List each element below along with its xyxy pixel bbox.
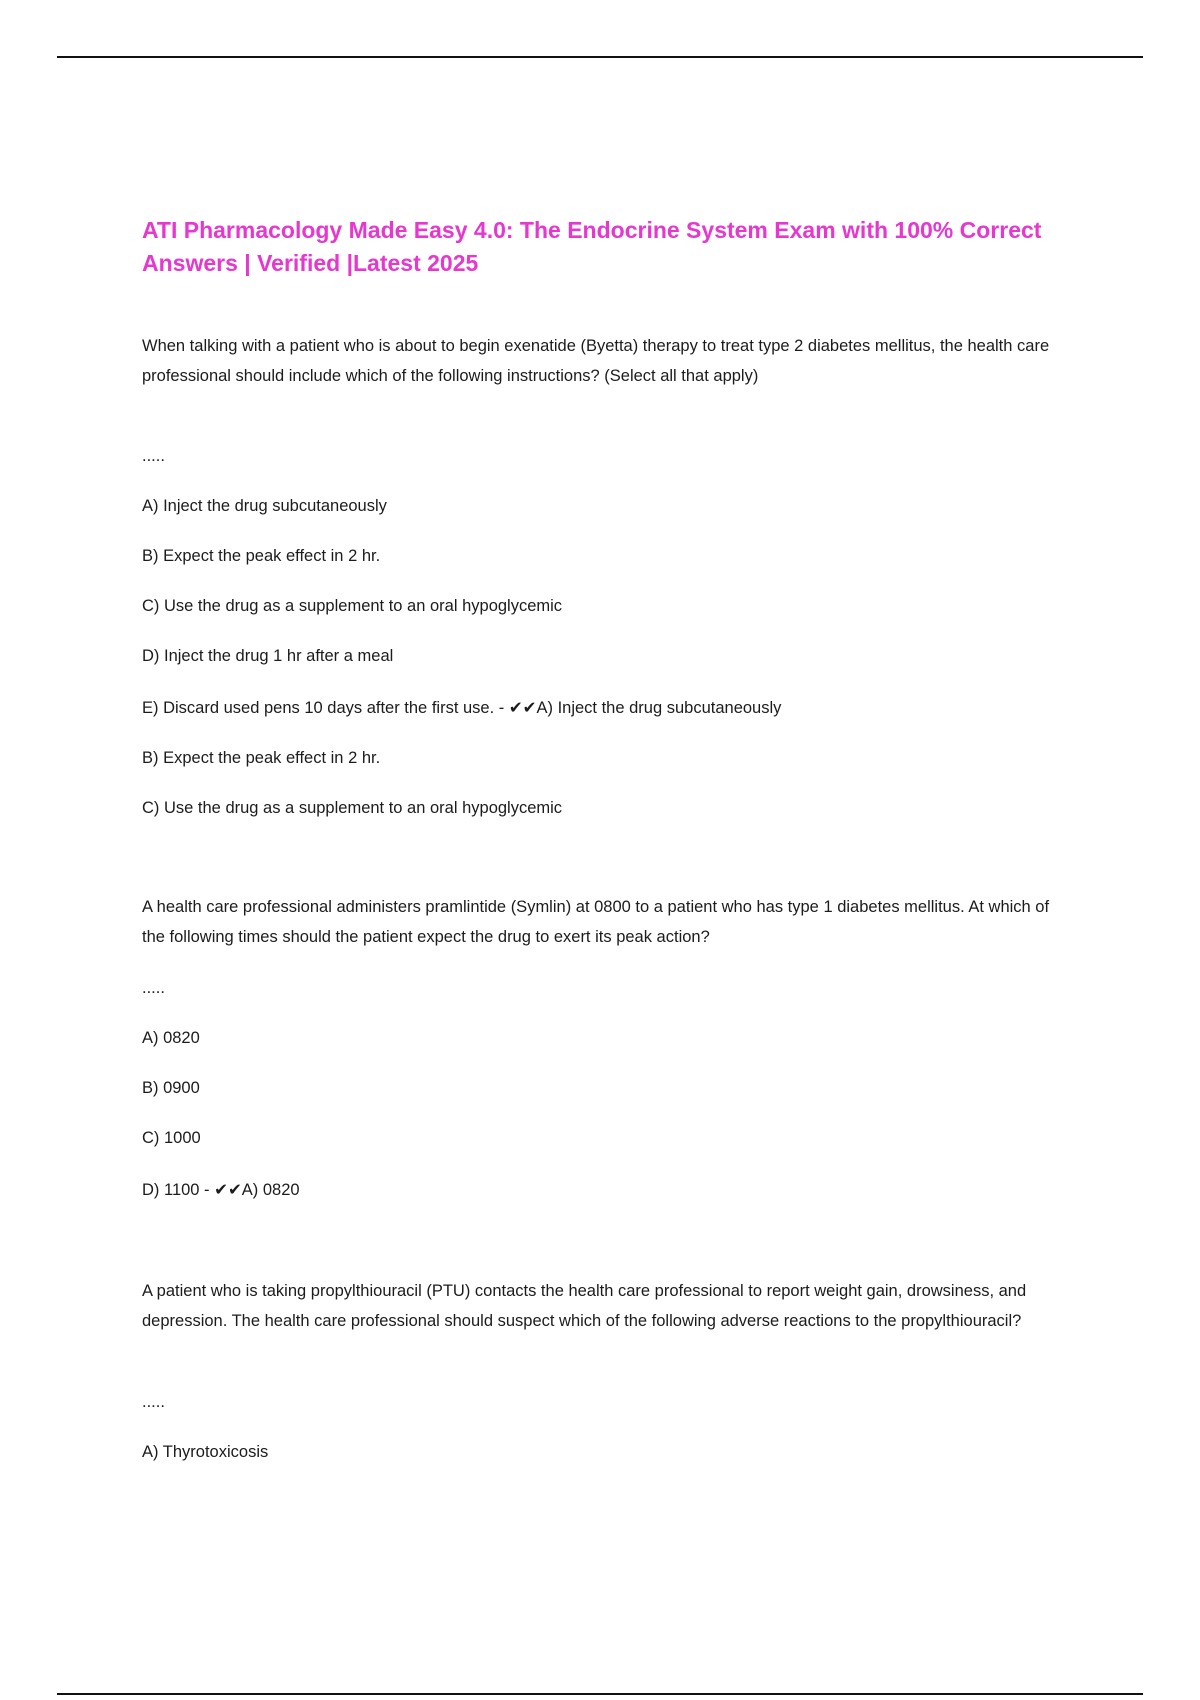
question-1-answer: C) Use the drug as a supplement to an oral hypoglycemic [142, 799, 563, 817]
question-2-stem: A health care professional administers pramlintide (Symlin) at 0800 to a patient who has type 1 diabetes mellitus. At which of the following times should the patient expect the drug to exert its peak action? [142, 898, 1050, 946]
question-1-option-with-answer: E) Discard used pens 10 days after the first use. - ✔✔A) Inject the drug subcutaneously [142, 699, 782, 717]
question-2-option-with-answer: D) 1100 - ✔✔A) 0820 [142, 1181, 300, 1199]
question-2-option: B) 0900 [142, 1079, 200, 1097]
bottom-rule [57, 1693, 1143, 1695]
question-2-option: C) 1000 [142, 1129, 201, 1147]
question-2-separator: ..... [142, 979, 165, 997]
question-1-separator: ..... [142, 447, 165, 465]
question-1-option: C) Use the drug as a supplement to an oral hypoglycemic [142, 597, 563, 615]
question-1-option: D) Inject the drug 1 hr after a meal [142, 647, 394, 665]
top-rule [57, 56, 1143, 58]
document-title: ATI Pharmacology Made Easy 4.0: The Endocrine System Exam with 100% Correct Answers | Verified |Latest 2025 [142, 217, 1042, 276]
question-1-option: B) Expect the peak effect in 2 hr. [142, 547, 381, 565]
question-1-stem: When talking with a patient who is about to begin exenatide (Byetta) therapy to treat type 2 diabetes mellitus, the health care professional should include which of the following instructions? (Select all that apply) [142, 337, 1050, 385]
question-2-option: A) 0820 [142, 1029, 200, 1047]
question-1-option: A) Inject the drug subcutaneously [142, 497, 387, 515]
question-3-option: A) Thyrotoxicosis [142, 1443, 269, 1461]
question-3-stem: A patient who is taking propylthiouracil (PTU) contacts the health care professional to report weight gain, drowsiness, and depression. The health care professional should suspect which of the following adverse reactions to the propylthiouracil? [142, 1282, 1027, 1330]
question-3-separator: ..... [142, 1393, 165, 1411]
question-1-answer: B) Expect the peak effect in 2 hr. [142, 749, 381, 767]
